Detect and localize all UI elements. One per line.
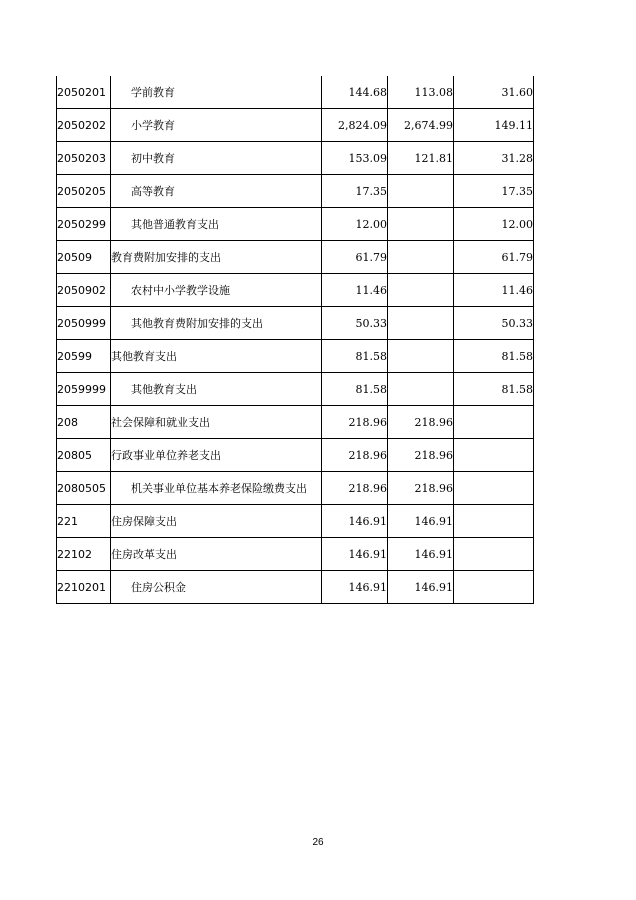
project-cell: 11.46: [454, 274, 534, 307]
total-cell: 218.96: [322, 472, 388, 505]
basic-cell: 218.96: [388, 439, 454, 472]
project-cell: 61.79: [454, 241, 534, 274]
budget-table-container: [56, 76, 534, 604]
total-cell: 11.46: [322, 274, 388, 307]
table-row: [57, 472, 534, 505]
code-cell: 20509: [57, 241, 111, 274]
table-row: [57, 439, 534, 472]
total-cell: 144.68: [322, 76, 388, 109]
basic-cell: [388, 175, 454, 208]
table-row: [57, 538, 534, 571]
project-cell: 149.11: [454, 109, 534, 142]
total-cell: 218.96: [322, 439, 388, 472]
table-row: [57, 373, 534, 406]
project-cell: [454, 571, 534, 604]
project-cell: [454, 439, 534, 472]
project-cell: 81.58: [454, 373, 534, 406]
basic-cell: 2,674.99: [388, 109, 454, 142]
basic-cell: [388, 208, 454, 241]
code-cell: 2059999: [57, 373, 111, 406]
project-cell: [454, 472, 534, 505]
project-cell: 81.58: [454, 340, 534, 373]
code-cell: 2050201: [57, 76, 111, 109]
basic-cell: 218.96: [388, 472, 454, 505]
code-cell: 221: [57, 505, 111, 538]
project-cell: 31.28: [454, 142, 534, 175]
name-cell: 住房保障支出: [111, 505, 322, 538]
project-cell: [454, 538, 534, 571]
table-row: [57, 406, 534, 439]
basic-cell: 113.08: [388, 76, 454, 109]
total-cell: 17.35: [322, 175, 388, 208]
name-cell: 其他教育支出: [111, 340, 322, 373]
name-cell: 小学教育: [111, 109, 322, 142]
basic-cell: 146.91: [388, 571, 454, 604]
table-row: [57, 571, 534, 604]
project-cell: 12.00: [454, 208, 534, 241]
expenditure-table: [56, 76, 534, 604]
basic-cell: 218.96: [388, 406, 454, 439]
table-row: [57, 175, 534, 208]
table-body: [57, 76, 534, 604]
basic-cell: [388, 373, 454, 406]
table-row: [57, 76, 534, 109]
name-cell: 其他教育费附加安排的支出: [111, 307, 322, 340]
table-row: [57, 142, 534, 175]
total-cell: 146.91: [322, 538, 388, 571]
code-cell: 2080505: [57, 472, 111, 505]
total-cell: 146.91: [322, 505, 388, 538]
total-cell: 2,824.09: [322, 109, 388, 142]
name-cell: 社会保障和就业支出: [111, 406, 322, 439]
code-cell: 2050202: [57, 109, 111, 142]
basic-cell: [388, 307, 454, 340]
name-cell: 初中教育: [111, 142, 322, 175]
table-row: [57, 241, 534, 274]
project-cell: 31.60: [454, 76, 534, 109]
code-cell: 208: [57, 406, 111, 439]
name-cell: 住房改革支出: [111, 538, 322, 571]
code-cell: 2050999: [57, 307, 111, 340]
project-cell: [454, 406, 534, 439]
name-cell: 其他普通教育支出: [111, 208, 322, 241]
project-cell: [454, 505, 534, 538]
total-cell: 153.09: [322, 142, 388, 175]
name-cell: 其他教育支出: [111, 373, 322, 406]
name-cell: 高等教育: [111, 175, 322, 208]
project-cell: 17.35: [454, 175, 534, 208]
total-cell: 50.33: [322, 307, 388, 340]
name-cell: 农村中小学教学设施: [111, 274, 322, 307]
total-cell: 81.58: [322, 340, 388, 373]
name-cell: 教育费附加安排的支出: [111, 241, 322, 274]
code-cell: 22102: [57, 538, 111, 571]
basic-cell: 146.91: [388, 505, 454, 538]
total-cell: 218.96: [322, 406, 388, 439]
basic-cell: 146.91: [388, 538, 454, 571]
name-cell: 住房公积金: [111, 571, 322, 604]
code-cell: 2210201: [57, 571, 111, 604]
total-cell: 81.58: [322, 373, 388, 406]
name-cell: 学前教育: [111, 76, 322, 109]
total-cell: 61.79: [322, 241, 388, 274]
table-row: [57, 307, 534, 340]
total-cell: 146.91: [322, 571, 388, 604]
name-cell: 行政事业单位养老支出: [111, 439, 322, 472]
basic-cell: [388, 340, 454, 373]
code-cell: 2050203: [57, 142, 111, 175]
code-cell: 20599: [57, 340, 111, 373]
basic-cell: [388, 274, 454, 307]
code-cell: 2050299: [57, 208, 111, 241]
table-row: [57, 340, 534, 373]
basic-cell: 121.81: [388, 142, 454, 175]
code-cell: 20805: [57, 439, 111, 472]
table-row: [57, 505, 534, 538]
project-cell: 50.33: [454, 307, 534, 340]
code-cell: 2050902: [57, 274, 111, 307]
total-cell: 12.00: [322, 208, 388, 241]
table-row: [57, 208, 534, 241]
table-row: [57, 274, 534, 307]
table-row: [57, 109, 534, 142]
page-number: 26: [312, 837, 324, 848]
basic-cell: [388, 241, 454, 274]
name-cell: 机关事业单位基本养老保险缴费支出: [111, 472, 322, 505]
code-cell: 2050205: [57, 175, 111, 208]
